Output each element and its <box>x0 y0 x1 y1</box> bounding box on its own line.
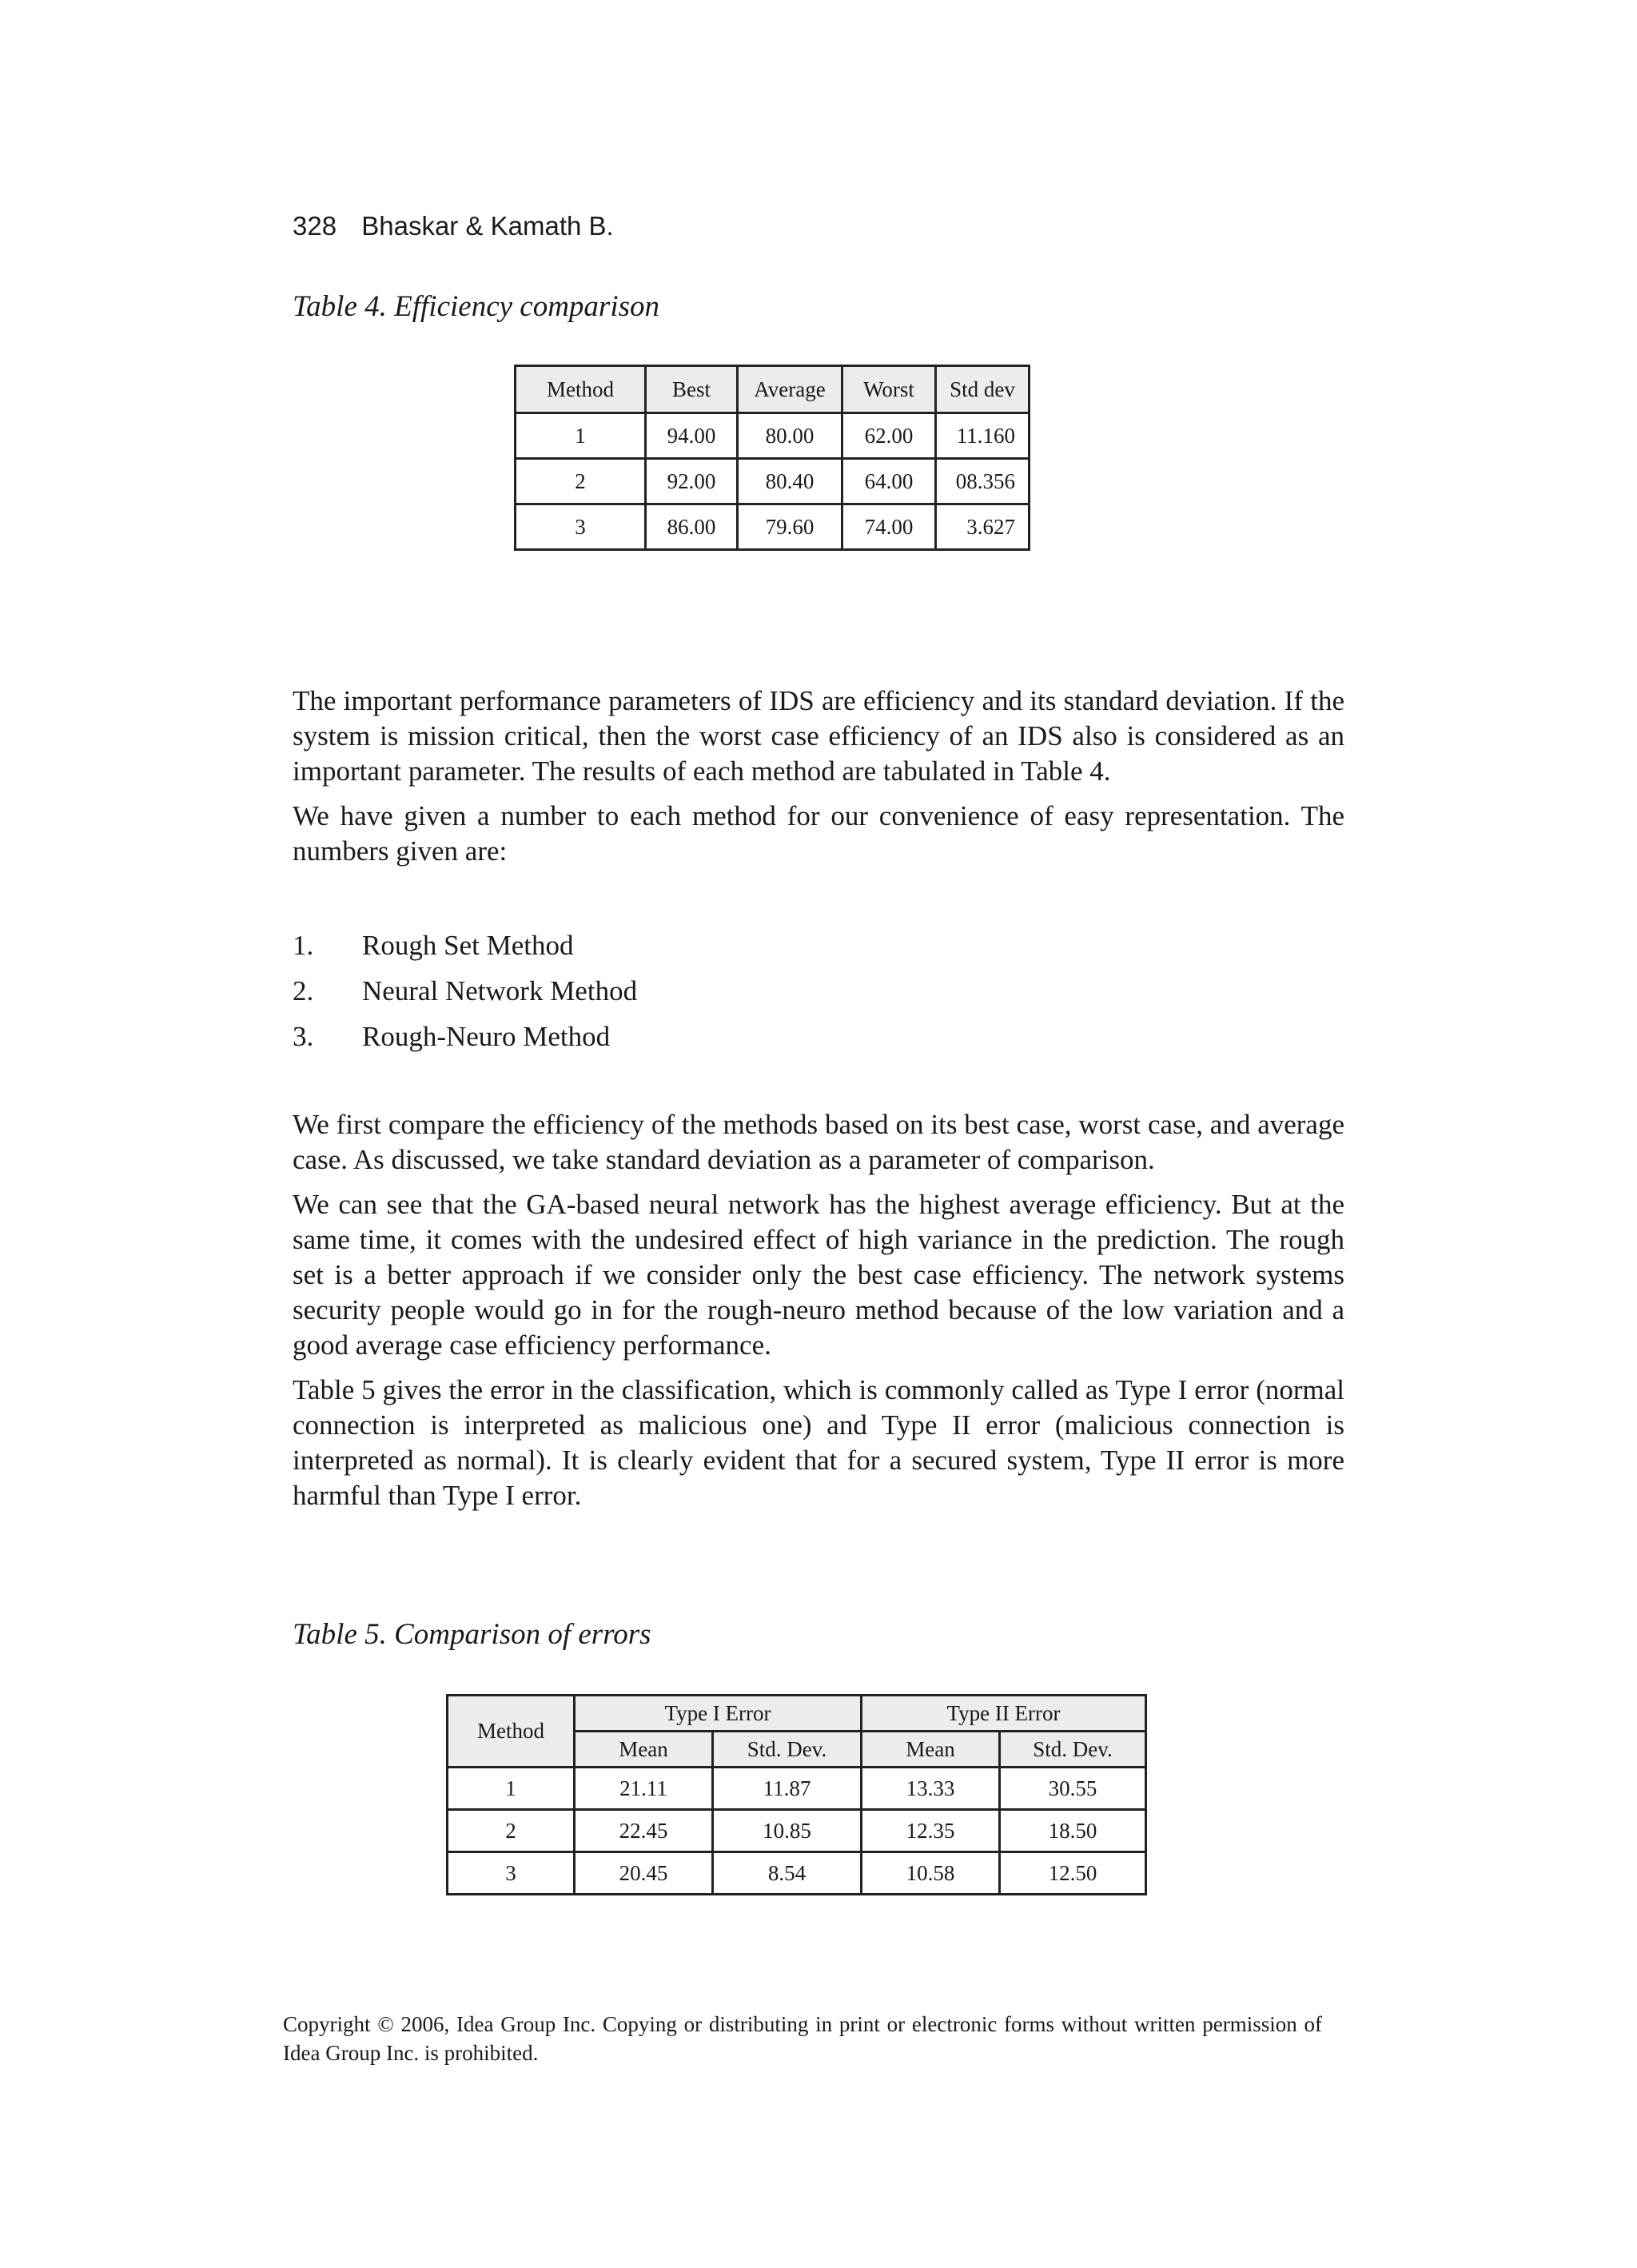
running-head <box>293 211 614 241</box>
table-cell: 08.356 <box>936 459 1030 504</box>
table-cell: 2 <box>448 1810 575 1852</box>
table-cell: 3 <box>448 1852 575 1895</box>
column-header: Mean <box>862 1732 1000 1768</box>
column-header: Std. Dev. <box>1000 1732 1146 1768</box>
column-header: Worst <box>842 366 936 413</box>
table-row <box>448 1852 1146 1895</box>
table-cell: 3.627 <box>936 504 1030 550</box>
list-number: 1. <box>293 930 314 961</box>
table-cell: 80.00 <box>738 413 842 459</box>
table-cell: 80.40 <box>738 459 842 504</box>
table-header-row <box>516 366 1030 413</box>
paragraph: Table 5 gives the error in the classification, which is commonly called as Type I error (normal connection is interpreted as malicious one) and Type II error (malicious connection is interpreted as normal). It is clearly evident that for a secured system, Type II error is more harmful than Type I error. <box>293 1374 1344 1511</box>
table-cell: 30.55 <box>1000 1768 1146 1810</box>
table-cell: 86.00 <box>646 504 738 550</box>
column-header: Method <box>516 366 646 413</box>
table-row <box>448 1810 1146 1852</box>
paragraph: We can see that the GA-based neural network has the highest average efficiency. But at the same time, it comes with the undesired effect of high variance in the prediction. The rough set is a better approach if we consider only the best case efficiency. The network systems security people would go in for the rough-neuro method because of the low variation and a good average case efficiency performance. <box>293 1189 1344 1361</box>
table-cell: 10.58 <box>862 1852 1000 1895</box>
list-label: Neural Network Method <box>362 975 638 1006</box>
table-cell: 1 <box>448 1768 575 1810</box>
list-number: 3. <box>293 1021 314 1052</box>
list-item <box>293 968 637 1014</box>
table-cell: 22.45 <box>575 1810 713 1852</box>
table-cell: 79.60 <box>738 504 842 550</box>
page-number: 328 <box>293 211 337 241</box>
table-cell: 20.45 <box>575 1852 713 1895</box>
authors: Bhaskar & Kamath B. <box>361 211 614 241</box>
table-cell: 3 <box>516 504 646 550</box>
table5-caption: Table 5. Comparison of errors <box>293 1618 651 1651</box>
section-comparison <box>293 1107 1344 1523</box>
paragraph: We have given a number to each method for our convenience of easy representation. The numbers given are: <box>293 800 1344 867</box>
table-cell: 1 <box>516 413 646 459</box>
column-header: Method <box>448 1696 575 1768</box>
table-cell: 12.35 <box>862 1810 1000 1852</box>
table-cell: 12.50 <box>1000 1852 1146 1895</box>
table-cell: 94.00 <box>646 413 738 459</box>
table-cell: 64.00 <box>842 459 936 504</box>
table-row <box>516 504 1030 550</box>
group-header: Type I Error <box>575 1696 862 1732</box>
paragraph: We first compare the efficiency of the methods based on its best case, worst case, and average case. As discussed, we take standard deviation as a parameter of comparison. <box>293 1109 1344 1175</box>
column-header: Std dev <box>936 366 1030 413</box>
list-number: 2. <box>293 975 314 1006</box>
table-row <box>516 459 1030 504</box>
efficiency-table <box>514 365 1030 551</box>
list-item <box>293 1014 637 1059</box>
table-cell: 11.87 <box>713 1768 862 1810</box>
list-label: Rough-Neuro Method <box>362 1021 611 1052</box>
column-header: Best <box>646 366 738 413</box>
list-item <box>293 923 637 968</box>
table-cell: 62.00 <box>842 413 936 459</box>
section-performance <box>293 684 1344 879</box>
list-label: Rough Set Method <box>362 930 574 961</box>
column-header: Average <box>738 366 842 413</box>
table-cell: 8.54 <box>713 1852 862 1895</box>
table-cell: 18.50 <box>1000 1810 1146 1852</box>
table-cell: 10.85 <box>713 1810 862 1852</box>
column-header: Std. Dev. <box>713 1732 862 1768</box>
table-cell: 74.00 <box>842 504 936 550</box>
group-header: Type II Error <box>862 1696 1146 1732</box>
table-row <box>448 1768 1146 1810</box>
column-header: Mean <box>575 1732 713 1768</box>
table-cell: 21.11 <box>575 1768 713 1810</box>
method-list <box>293 923 637 1059</box>
copyright-notice: Copyright © 2006, Idea Group Inc. Copying or distributing in print or electronic forms without written permission of Idea Group Inc. is prohibited. <box>283 2012 1322 2065</box>
table-cell: 13.33 <box>862 1768 1000 1810</box>
table-cell: 11.160 <box>936 413 1030 459</box>
paragraph: The important performance parameters of IDS are efficiency and its standard deviation. If the system is mission critical, then the worst case efficiency of an IDS also is considered as an important parameter. The results of each method are tabulated in Table 4. <box>293 685 1344 787</box>
table-row <box>516 413 1030 459</box>
errors-table <box>446 1694 1147 1895</box>
table-header-row <box>448 1696 1146 1732</box>
table-cell: 92.00 <box>646 459 738 504</box>
table4-caption: Table 4. Efficiency comparison <box>293 290 660 323</box>
table-cell: 2 <box>516 459 646 504</box>
